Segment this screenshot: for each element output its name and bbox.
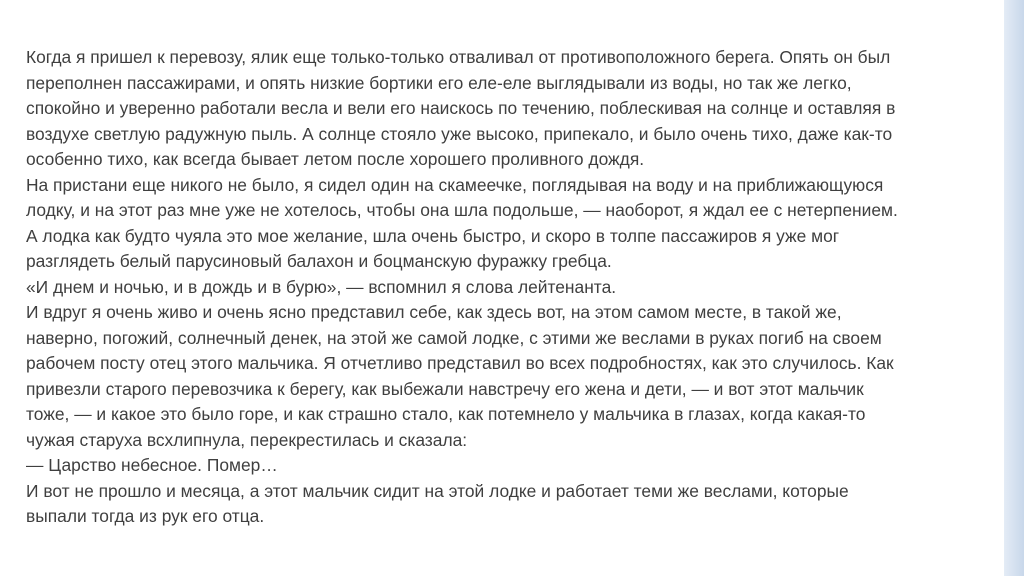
text-line: чужая старуха всхлипнула, перекрестилась и сказала: <box>26 429 468 450</box>
text-body <box>26 45 1001 530</box>
text-line: воздухе светлую радужную пыль. А солнце стояло уже высоко, припекало, и было очень тихо, даже как-то <box>26 123 893 144</box>
text-line: привезли старого перевозчика к берегу, как выбежали навстречу его жена и дети, — и вот этот мальчик <box>26 378 864 399</box>
text-line: — Царство небесное. Помер… <box>26 455 278 475</box>
text-line: И вдруг я очень живо и очень ясно представил себе, как здесь вот, на этом самом месте, в такой же, <box>26 302 842 322</box>
text-line: лодку, и на этот раз мне уже не хотелось, чтобы она шла подольше, — наоборот, я ждал ее с нетерпением. <box>26 200 898 220</box>
text-line: А лодка как будто чуяла это мое желание, шла очень быстро, и скоро в толпе пассажиров я уже мог <box>26 225 840 246</box>
text-line: тоже, — и какое это было горе, и как страшно стало, как потемнело у мальчика в глазах, когда какая-то <box>26 404 866 424</box>
text-line: «И днем и ночью, и в дождь и в бурю», — вспомнил я слова лейтенанта. <box>26 276 617 297</box>
text-line: выпали тогда из рук его отца. <box>26 506 265 526</box>
text-line: особенно тихо, как всегда бывает летом после хорошего проливного дождя. <box>26 149 645 169</box>
text-line: наверно, погожий, солнечный денек, на этой же самой лодке, с этими же веслами в руках погиб на своем <box>26 327 882 348</box>
text-line: Когда я пришел к перевозу, ялик еще только-только отваливал от противоположного берега. Опять он был <box>26 47 891 67</box>
decorative-side-bar <box>1004 0 1024 576</box>
text-line: И вот не прошло и месяца, а этот мальчик сидит на этой лодке и работает теми же веслами, которые <box>26 480 849 501</box>
text-line: На пристани еще никого не было, я сидел один на скамеечке, поглядывая на воду и на приближающуюся <box>26 174 884 195</box>
text-line: спокойно и уверенно работали весла и вели его наискось по течению, поблескивая на солнце и оставляя в <box>26 98 896 118</box>
text-line: рабочем посту отец этого мальчика. Я отчетливо представил во всех подробностях, как это случилось. Как <box>26 353 894 373</box>
text-line: разглядеть белый парусиновый балахон и боцманскую фуражку гребца. <box>26 251 612 271</box>
text-line: переполнен пассажирами, и опять низкие бортики его еле-еле выглядывали из воды, но так же легко, <box>26 72 852 93</box>
